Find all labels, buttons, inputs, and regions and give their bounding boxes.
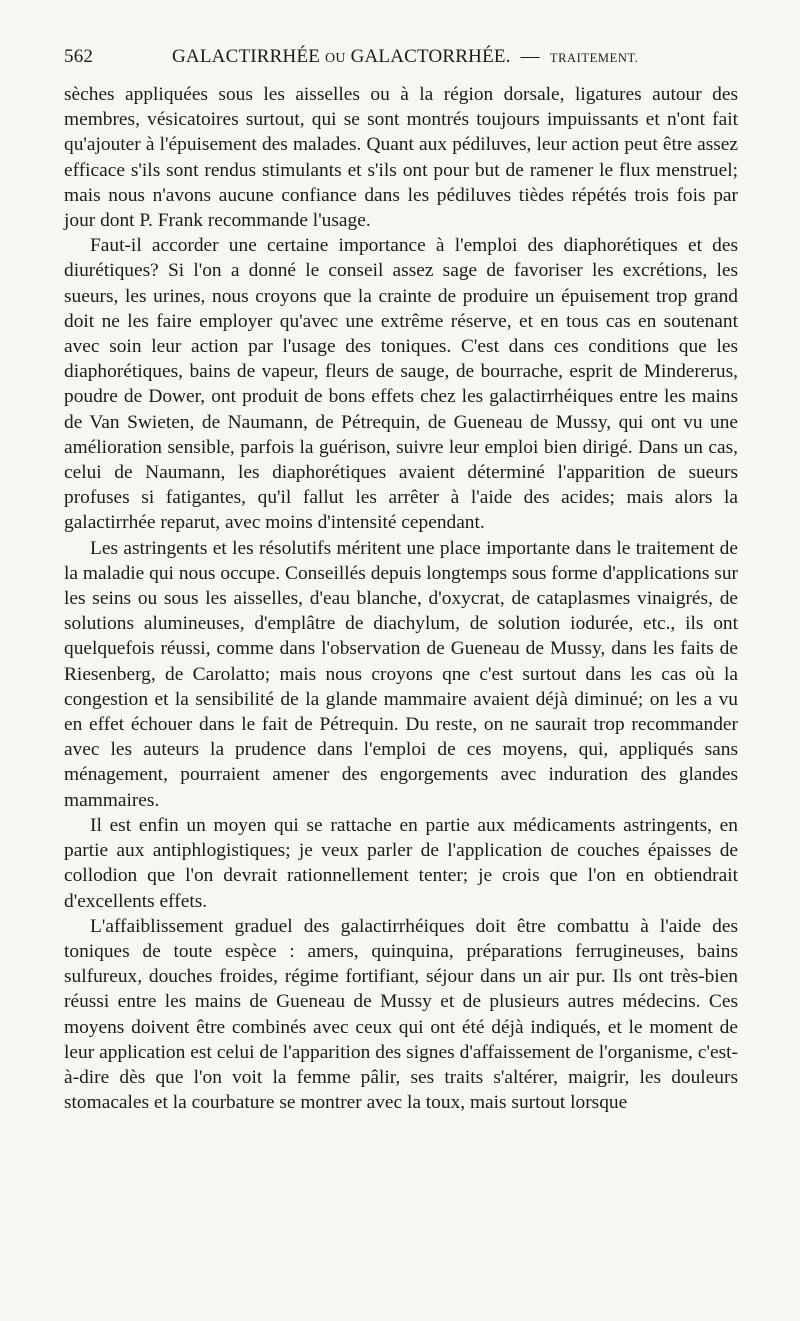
running-head	[64, 46, 738, 82]
paragraph-diaphoretics: Faut-il accorder une certaine importance à l'emploi des diaphorétiques et des diurétiques? Si l'on a donné le conseil assez sage de favoriser les excrétions, les sueurs, les urines, nous croyons que la crainte de produire un épuisement trop grand doit ne les faire employer qu'avec une extrême réserve, et en tous cas en soutenant avec soin leur action par l'usage des toniques. C'est dans ces conditions que les diaphorétiques, bains de vapeur, fleurs de sauge, de bourrache, esprit de Mindererus, poudre de Dower, ont produit de bons effets chez les galactirrhéiques entre les mains de Van Swieten, de Naumann, de Pétrequin, de Gueneau de Mussy, qui ont vu une amélioration sensible, parfois la guérison, suivre leur emploi bien dirigé. Dans un cas, celui de Naumann, les diaphorétiques avaient déterminé l'apparition de sueurs profuses si fatigantes, qu'il fallut les arrêter à l'aide des acides; mais alors la galactirrhée reparut, avec moins d'intensité cependant.	[64, 235, 738, 534]
paragraph-tonics: L'affaiblissement graduel des galactirrhéiques doit être combattu à l'aide des toniques de toute espèce : amers, quinquina, préparations ferrugineuses, bains sulfureux, douches froides, régime fortifiant, séjour dans un air pur. Ils ont très-bien réussi entre les mains de Gueneau de Mussy et de plusieurs autres médecins. Ces moyens doivent être combinés avec ceux qui ont été déjà indiqués, et le moment de leur application est celui de l'apparition des signes d'affaissement de l'organisme, c'est-à-dire dès que l'on voit la femme pâlir, ses traits s'altérer, maigrir, les douleurs stomacales et la courbature se montrer avec la toux, mais surtout lorsque	[64, 915, 738, 1114]
paragraph-astringents: Les astringents et les résolutifs méritent une place importante dans le traitement de la maladie qui nous occupe. Conseillés depuis longtemps sous forme d'applications sur les seins ou sous les aisselles, d'eau blanche, d'oxycrat, de cataplasmes vinaigrés, de solutions alumineuses, d'emplâtre de diachylum, de solution iodurée, etc., ils ont quelquefois réussi, comme dans l'observation de Gueneau de Mussy, dans les faits de Riesenberg, de Carolatto; mais nous croyons qne c'est surtout dans les cas où la congestion et la sensibilité de la glande mammaire avaient déjà diminué; on les a vu en effet échouer dans le fait de Pétrequin. Du reste, on ne saurait trop recommander avec les auteurs la prudence dans l'emploi de ces moyens, qui, appliqués sans ménagement, pourraient amener des engorgements avec induration des glandes mammaires.	[64, 537, 738, 811]
title-connector: OU	[325, 51, 346, 66]
paragraph-continued: sèches appliquées sous les aisselles ou à la région dorsale, ligatures autour des membres, vésicatoires surtout, qui se sont montrés toujours impuissants et n'ont fait qu'ajouter à l'épuisement des malades. Quant aux pédiluves, leur action peut être assez efficace s'ils sont rendus stimulants et s'ils ont pour but de ramener le flux menstruel; mais nous n'avons aucune confiance dans les pédiluves tièdes répétés trois fois par jour dont P. Frank recommande l'usage.	[64, 84, 738, 232]
paragraph-collodion: Il est enfin un moyen qui se rattache en partie aux médicaments astringents, en partie aux antiphlogistiques; je veux parler de l'application de couches épaisses de collodion que l'on devrait rationnellement tenter; je crois que l'on en obtiendrait d'excellents effets.	[64, 814, 738, 912]
title-part-1: GALACTIRRHÉE	[172, 46, 321, 67]
title-dash: —	[520, 46, 540, 67]
body-text	[64, 82, 738, 1115]
page-number: 562	[64, 46, 94, 67]
section-title: TRAITEMENT.	[549, 51, 639, 65]
running-title	[172, 46, 511, 68]
title-part-2: GALACTORRHÉE.	[350, 46, 511, 67]
